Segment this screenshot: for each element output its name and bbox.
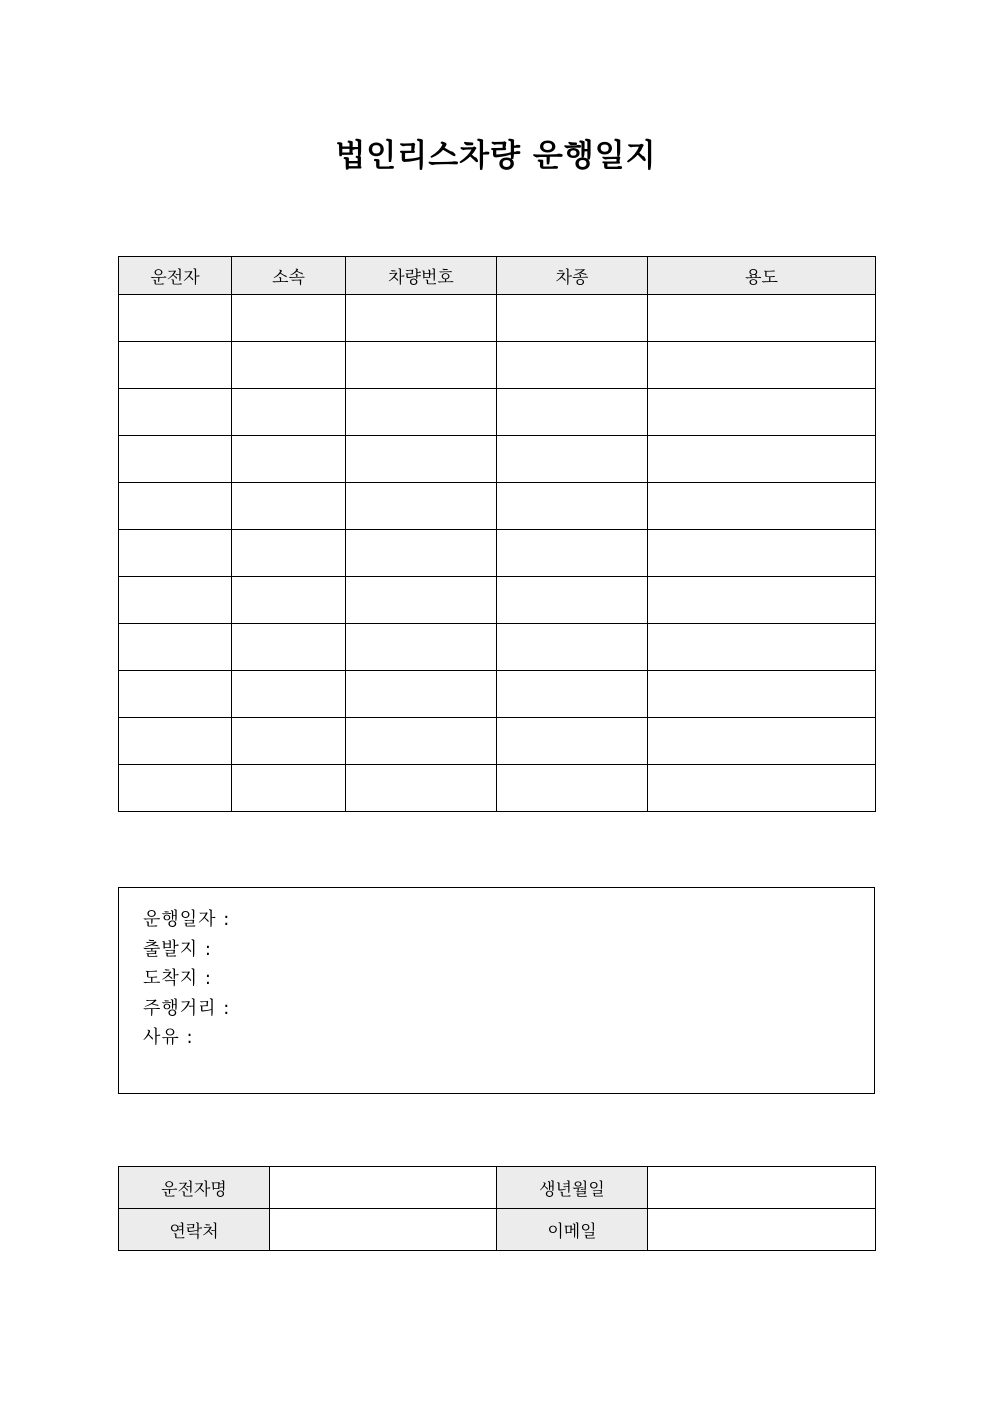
driver-cell[interactable] <box>119 436 232 483</box>
vehicle-type-cell[interactable] <box>497 624 648 671</box>
driver-name-label: 운전자명 <box>119 1167 270 1209</box>
vehicle-number-cell[interactable] <box>346 624 497 671</box>
table-row <box>119 718 876 765</box>
department-cell[interactable] <box>232 718 346 765</box>
vehicle-number-cell[interactable] <box>346 718 497 765</box>
table-row <box>119 671 876 718</box>
driver-cell[interactable] <box>119 671 232 718</box>
departure-label: 출발지 : <box>143 938 212 960</box>
driver-row-1 <box>119 1167 876 1209</box>
vehicle-log-table <box>118 256 876 812</box>
table-row <box>119 295 876 342</box>
department-cell[interactable] <box>232 671 346 718</box>
purpose-cell[interactable] <box>648 483 876 530</box>
purpose-cell[interactable] <box>648 530 876 577</box>
department-cell[interactable] <box>232 389 346 436</box>
email-label: 이메일 <box>497 1209 648 1251</box>
driver-cell[interactable] <box>119 624 232 671</box>
vehicle-number-cell[interactable] <box>346 530 497 577</box>
driver-cell[interactable] <box>119 483 232 530</box>
driver-cell[interactable] <box>119 295 232 342</box>
trip-info-lines <box>143 905 230 1053</box>
vehicle-number-cell[interactable] <box>346 765 497 812</box>
email-cell[interactable] <box>648 1209 876 1251</box>
driver-cell[interactable] <box>119 530 232 577</box>
driver-cell[interactable] <box>119 765 232 812</box>
header-driver: 운전자 <box>119 257 232 295</box>
header-vehicle-number: 차량번호 <box>346 257 497 295</box>
purpose-cell[interactable] <box>648 342 876 389</box>
vehicle-type-cell[interactable] <box>497 342 648 389</box>
birth-date-cell[interactable] <box>648 1167 876 1209</box>
department-cell[interactable] <box>232 436 346 483</box>
trip-date-label: 운행일자 : <box>143 909 231 930</box>
page-title: 법인리스차량 운행일지 <box>335 138 657 174</box>
vehicle-number-cell[interactable] <box>346 483 497 530</box>
vehicle-type-cell[interactable] <box>497 436 648 483</box>
department-cell[interactable] <box>232 624 346 671</box>
vehicle-type-cell[interactable] <box>497 530 648 577</box>
department-cell[interactable] <box>232 483 346 530</box>
department-cell[interactable] <box>232 530 346 577</box>
table-row <box>119 342 876 389</box>
driver-info-table <box>118 1166 876 1251</box>
log-table-header-row <box>119 257 876 295</box>
header-department: 소속 <box>232 257 346 295</box>
birth-date-label: 생년월일 <box>497 1167 648 1209</box>
vehicle-number-cell[interactable] <box>346 295 497 342</box>
vehicle-type-cell[interactable] <box>497 671 648 718</box>
vehicle-number-cell[interactable] <box>346 436 497 483</box>
driver-row-2 <box>119 1209 876 1251</box>
contact-cell[interactable] <box>270 1209 497 1251</box>
destination-label: 도착지 : <box>143 968 212 989</box>
vehicle-type-cell[interactable] <box>497 718 648 765</box>
vehicle-number-cell[interactable] <box>346 577 497 624</box>
purpose-cell[interactable] <box>648 718 876 765</box>
reason-label: 사유 : <box>143 1027 194 1048</box>
driver-name-cell[interactable] <box>270 1167 497 1209</box>
vehicle-type-cell[interactable] <box>497 483 648 530</box>
purpose-cell[interactable] <box>648 671 876 718</box>
purpose-cell[interactable] <box>648 765 876 812</box>
table-row <box>119 624 876 671</box>
table-row <box>119 436 876 483</box>
distance-label: 주행거리 : <box>143 997 231 1019</box>
header-purpose: 용도 <box>648 257 876 295</box>
driver-cell[interactable] <box>119 342 232 389</box>
table-row <box>119 577 876 624</box>
vehicle-type-cell[interactable] <box>497 577 648 624</box>
vehicle-type-cell[interactable] <box>497 765 648 812</box>
driver-cell[interactable] <box>119 718 232 765</box>
header-vehicle-type: 차종 <box>497 257 648 295</box>
driver-cell[interactable] <box>119 389 232 436</box>
purpose-cell[interactable] <box>648 389 876 436</box>
vehicle-type-cell[interactable] <box>497 389 648 436</box>
department-cell[interactable] <box>232 765 346 812</box>
table-row <box>119 530 876 577</box>
trip-info-box <box>118 887 875 1094</box>
vehicle-number-cell[interactable] <box>346 671 497 718</box>
department-cell[interactable] <box>232 577 346 624</box>
vehicle-number-cell[interactable] <box>346 389 497 436</box>
department-cell[interactable] <box>232 342 346 389</box>
purpose-cell[interactable] <box>648 624 876 671</box>
department-cell[interactable] <box>232 295 346 342</box>
vehicle-type-cell[interactable] <box>497 295 648 342</box>
vehicle-number-cell[interactable] <box>346 342 497 389</box>
table-row <box>119 483 876 530</box>
table-row <box>119 389 876 436</box>
table-row <box>119 765 876 812</box>
purpose-cell[interactable] <box>648 577 876 624</box>
driver-cell[interactable] <box>119 577 232 624</box>
contact-label: 연락처 <box>119 1209 270 1251</box>
purpose-cell[interactable] <box>648 295 876 342</box>
purpose-cell[interactable] <box>648 436 876 483</box>
